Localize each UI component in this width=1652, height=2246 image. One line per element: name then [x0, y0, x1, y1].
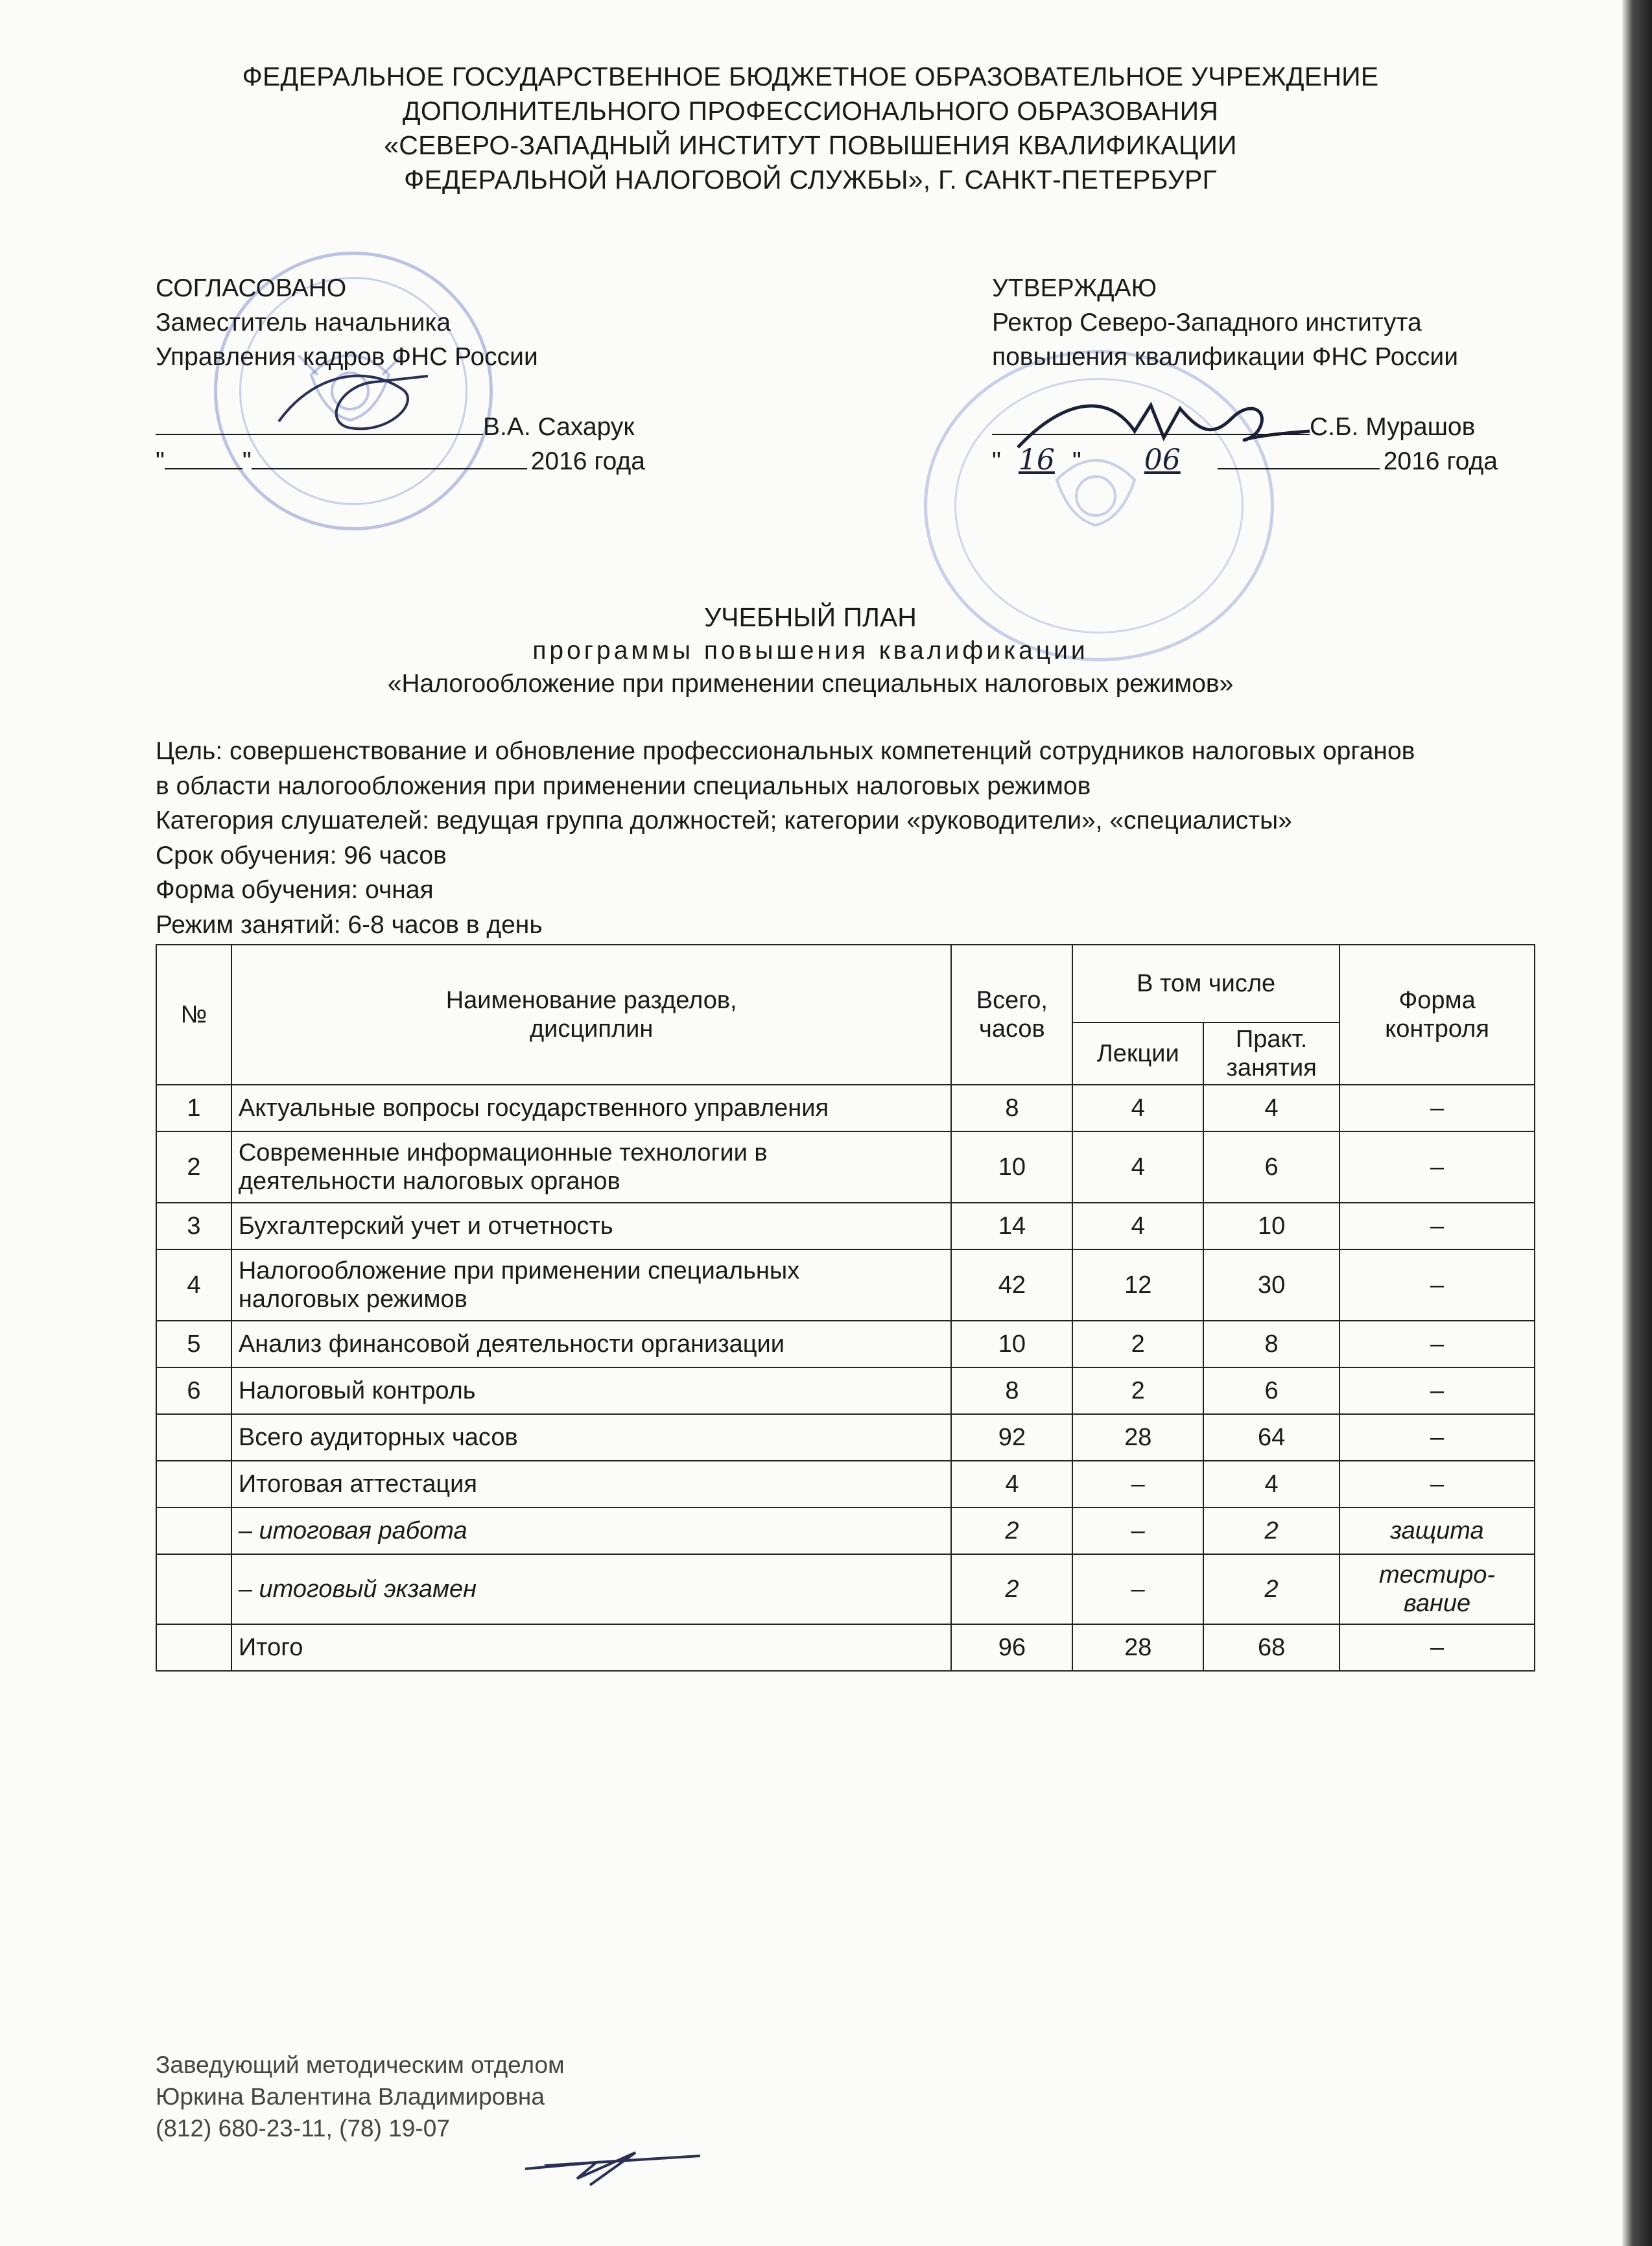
cell-practice: 68: [1203, 1624, 1339, 1671]
month-blank: [1218, 441, 1380, 469]
goal-line: в области налогообложения при применении специальных налоговых режимов: [156, 772, 1091, 800]
cell-control: –: [1339, 1414, 1535, 1461]
cell-total: 2: [951, 1554, 1072, 1624]
approval-position: повышения квалификации ФНС России: [992, 343, 1458, 371]
date-quote: ": [156, 447, 165, 475]
cell-num: [156, 1414, 231, 1461]
approval-position: Управления кадров ФНС России: [156, 343, 538, 371]
cell-lectures: 2: [1072, 1367, 1203, 1414]
header-name-line: дисциплин: [529, 1015, 654, 1043]
approval-heading: УТВЕРЖДАЮ: [992, 274, 1157, 302]
cell-practice: 6: [1203, 1367, 1339, 1414]
cell-lectures: 28: [1072, 1414, 1203, 1461]
cell-control: –: [1339, 1461, 1535, 1507]
footer-position: Заведующий методическим отделом: [156, 2051, 565, 2078]
cell-num: 1: [156, 1085, 231, 1131]
cell-lectures: 4: [1072, 1203, 1203, 1249]
cell-name: Итого: [231, 1624, 952, 1671]
cell-lectures: 2: [1072, 1321, 1203, 1367]
cell-num: 6: [156, 1367, 231, 1414]
cell-name: Налоговый контроль: [231, 1367, 952, 1414]
cell-name: Итоговая аттестация: [231, 1461, 952, 1507]
header-line: «СЕВЕРО-ЗАПАДНЫЙ ИНСТИТУТ ПОВЫШЕНИЯ КВАЛИФИКАЦИИ: [384, 130, 1237, 160]
cell-num: [156, 1624, 231, 1671]
cell-name: – итоговая работа: [231, 1507, 952, 1554]
cell-num: [156, 1461, 231, 1507]
cell-practice: 4: [1203, 1461, 1339, 1507]
header-practice-line: Практ.: [1235, 1026, 1308, 1053]
cell-control: –: [1339, 1249, 1535, 1321]
cell-name: Всего аудиторных часов: [231, 1414, 952, 1461]
cell-lectures: 12: [1072, 1249, 1203, 1321]
cell-practice: 64: [1203, 1414, 1339, 1461]
month-blank: [252, 441, 527, 469]
scan-edge: [1622, 0, 1652, 2246]
cell-total: 10: [951, 1321, 1072, 1367]
header-line: ФЕДЕРАЛЬНОЙ НАЛОГОВОЙ СЛУЖБЫ», Г. САНКТ-ПЕТЕРБУРГ: [404, 165, 1217, 195]
cell-num: 3: [156, 1203, 231, 1249]
header-line: ФЕДЕРАЛЬНОЕ ГОСУДАРСТВЕННОЕ БЮДЖЕТНОЕ ОБРАЗОВАТЕЛЬНОЕ УЧРЕЖДЕНИЕ: [242, 62, 1379, 91]
cell-lectures: –: [1072, 1461, 1203, 1507]
signer-name: В.А. Сахарук: [483, 413, 635, 441]
cell-num: [156, 1507, 231, 1554]
header-total-line: часов: [979, 1015, 1045, 1043]
header-including: В том числе: [1072, 945, 1339, 1023]
signature-blank: [156, 407, 483, 435]
footer-person: Юркина Валентина Владимировна: [156, 2083, 545, 2110]
cell-control: –: [1339, 1321, 1535, 1367]
header-line: ДОПОЛНИТЕЛЬНОГО ПРОФЕССИОНАЛЬНОГО ОБРАЗОВАНИЯ: [402, 96, 1219, 126]
cell-total: 42: [951, 1249, 1072, 1321]
header-name: [231, 945, 952, 1085]
header-total: [951, 945, 1072, 1085]
header-practice: [1203, 1023, 1339, 1085]
institution-header: [156, 60, 1465, 197]
table-row: [156, 1624, 1535, 1671]
cell-num: 2: [156, 1131, 231, 1203]
table-row: [156, 1461, 1535, 1507]
cell-control: –: [1339, 1131, 1535, 1203]
cell-control: тестиро-вание: [1339, 1554, 1535, 1624]
cell-num: 4: [156, 1249, 231, 1321]
cell-control: –: [1339, 1085, 1535, 1131]
cell-control: защита: [1339, 1507, 1535, 1554]
header-control-line: контроля: [1385, 1015, 1489, 1043]
table-row: [156, 1203, 1535, 1249]
program-name: «Налогообложение при применении специальных налоговых режимов»: [387, 670, 1234, 698]
table-row: [156, 1085, 1535, 1131]
cell-lectures: 28: [1072, 1624, 1203, 1671]
cell-num: [156, 1554, 231, 1624]
cell-total: 8: [951, 1367, 1072, 1414]
cell-control: –: [1339, 1624, 1535, 1671]
cell-lectures: –: [1072, 1507, 1203, 1554]
cell-control: –: [1339, 1203, 1535, 1249]
table-row: [156, 1367, 1535, 1414]
table-row: [156, 1131, 1535, 1203]
signature-blank: [992, 407, 1310, 435]
cell-practice: 2: [1203, 1507, 1339, 1554]
cell-num: 5: [156, 1321, 231, 1367]
table-row: [156, 1321, 1535, 1367]
cell-name: – итоговый экзамен: [231, 1554, 952, 1624]
cell-lectures: 4: [1072, 1131, 1203, 1203]
header-name-line: Наименование разделов,: [445, 987, 737, 1014]
signature-line: [156, 407, 674, 441]
cell-practice: 4: [1203, 1085, 1339, 1131]
table-row: [156, 1249, 1535, 1321]
date-quote: ": [992, 447, 1001, 475]
cell-total: 96: [951, 1624, 1072, 1671]
date-line: [992, 441, 1511, 475]
header-num: №: [156, 945, 231, 1085]
cell-practice: 30: [1203, 1249, 1339, 1321]
cell-name: Анализ финансовой деятельности организации: [231, 1321, 952, 1367]
cell-lectures: 4: [1072, 1085, 1203, 1131]
cell-total: 4: [951, 1461, 1072, 1507]
header-control-line: Форма: [1398, 987, 1476, 1014]
cell-total: 92: [951, 1414, 1072, 1461]
form-line: Форма обучения: очная: [156, 876, 434, 904]
handwritten-day: 16: [1018, 443, 1055, 477]
signature-footer: [519, 2133, 713, 2192]
title-main: УЧЕБНЫЙ ПЛАН: [704, 602, 917, 632]
approval-left: [156, 271, 674, 475]
header-lectures: Лекции: [1072, 1023, 1203, 1085]
cell-name: Налогообложение при применении специальных налоговых режимов: [231, 1249, 952, 1321]
date-line: [156, 441, 674, 475]
cell-name: Актуальные вопросы государственного управления: [231, 1085, 952, 1131]
cell-practice: 2: [1203, 1554, 1339, 1624]
category-line: Категория слушателей: ведущая группа должностей; категории «руководители», «специалисты»: [156, 807, 1292, 834]
title-subtitle: программы повышения квалификации: [532, 637, 1089, 665]
schedule-line: Режим занятий: 6-8 часов в день: [156, 910, 543, 939]
cell-total: 10: [951, 1131, 1072, 1203]
table-row: [156, 1507, 1535, 1554]
date-year: 2016 года: [530, 447, 645, 475]
cell-total: 2: [951, 1507, 1072, 1554]
signature-line: [992, 407, 1511, 441]
approval-position: Заместитель начальника: [156, 309, 451, 337]
date-quote: ": [1072, 447, 1081, 475]
cell-total: 8: [951, 1085, 1072, 1131]
day-blank: [165, 441, 242, 469]
header-total-line: Всего,: [976, 987, 1048, 1014]
cell-practice: 6: [1203, 1131, 1339, 1203]
footer-phone: (812) 680-23-11, (78) 19-07: [156, 2115, 450, 2142]
table-row: [156, 1414, 1535, 1461]
curriculum-table: [156, 944, 1535, 1672]
approval-right: [992, 271, 1511, 475]
table-row: [156, 1554, 1535, 1624]
document-title: [156, 600, 1465, 701]
program-info: [156, 734, 1543, 942]
cell-practice: 10: [1203, 1203, 1339, 1249]
cell-name: Современные информационные технологии в деятельности налоговых органов: [231, 1131, 952, 1203]
cell-control: –: [1339, 1367, 1535, 1414]
cell-lectures: –: [1072, 1554, 1203, 1624]
header-practice-line: занятия: [1226, 1054, 1317, 1082]
contact-footer: [156, 2049, 565, 2144]
approval-position: Ректор Северо-Западного института: [992, 309, 1422, 337]
signer-name: С.Б. Мурашов: [1310, 413, 1476, 441]
approval-heading: СОГЛАСОВАНО: [156, 274, 347, 302]
cell-total: 14: [951, 1203, 1072, 1249]
date-year: 2016 года: [1383, 447, 1498, 475]
cell-name: Бухгалтерский учет и отчетность: [231, 1203, 952, 1249]
header-control: [1339, 945, 1535, 1085]
handwritten-month: 06: [1144, 443, 1181, 477]
date-quote: ": [242, 447, 252, 475]
goal-line: Цель: совершенствование и обновление профессиональных компетенций сотрудников налоговых органов: [156, 737, 1415, 765]
duration-line: Срок обучения: 96 часов: [156, 841, 447, 869]
cell-practice: 8: [1203, 1321, 1339, 1367]
